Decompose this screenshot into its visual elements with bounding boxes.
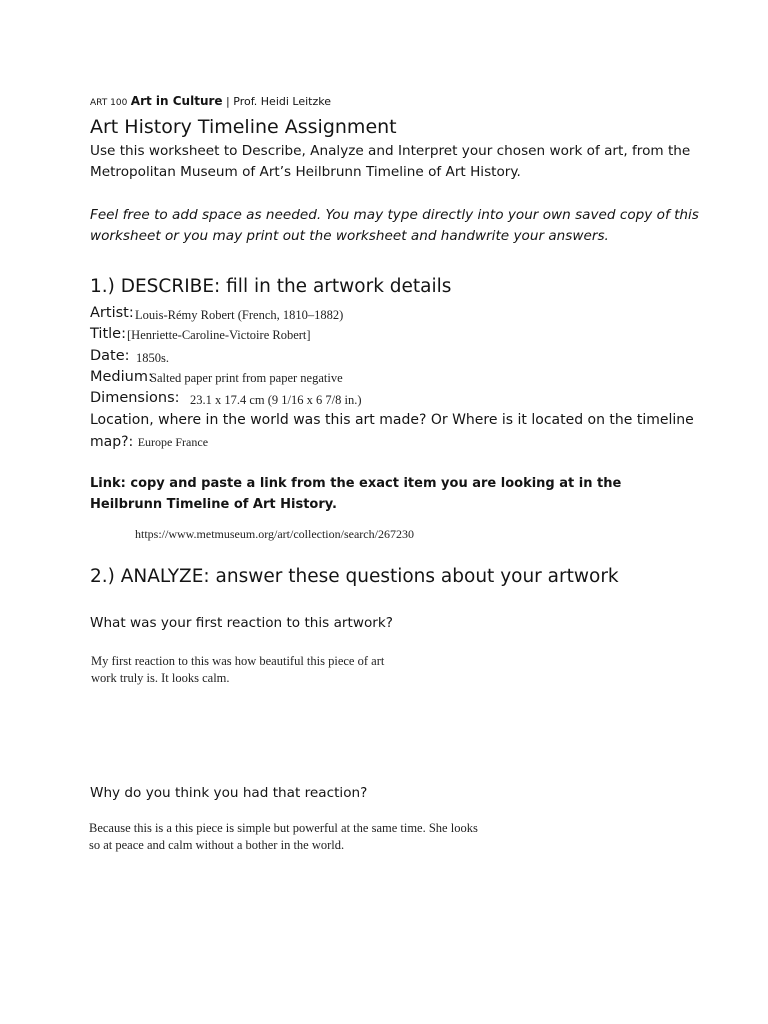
date-value: 1850s. [136, 351, 169, 365]
answer-first-reaction: My first reaction to this was how beautiful this piece of art work truly is. It looks calm. [91, 654, 385, 685]
question-first-reaction: What was your first reaction to this artwork? [90, 615, 393, 631]
title-value: [Henriette-Caroline-Victoire Robert] [127, 328, 311, 342]
artist-value: Louis-Rémy Robert (French, 1810–1882) [135, 308, 344, 322]
describe-heading: 1.) DESCRIBE: fill in the artwork details [90, 276, 452, 297]
location-label-line2: map?: [90, 434, 134, 450]
artist-label: Artist: [90, 305, 134, 321]
intro-note: Feel free to add space as needed. You may type directly into your own saved copy of this worksheet or you may print out the worksheet and handwrite your answers. [90, 207, 699, 244]
course-code: ART 100 [90, 98, 128, 108]
answer-why-reaction: Because this is a this piece is simple but powerful at the same time. She looks so at peace and calm without a bother in the world. [89, 821, 478, 852]
location-label [90, 409, 710, 453]
date-label: Date: [90, 348, 130, 364]
medium-value: Salted paper print from paper negative [150, 371, 343, 385]
medium-label: Medium: [90, 369, 153, 385]
dimensions-value: 23.1 x 17.4 cm (9 1/16 x 6 7/8 in.) [190, 393, 362, 407]
intro-paragraph: Use this worksheet to Describe, Analyze and Interpret your chosen work of art, from the Metropolitan Museum of Art’s Heilbrunn Timeline of Art History. [90, 143, 691, 180]
page-title: Art History Timeline Assignment [90, 116, 397, 138]
location-label-line1: Location, where in the world was this art made? Or Where is it located on the timeline [90, 412, 694, 428]
link-instructions: Link: copy and paste a link from the exact item you are looking at in the Heilbrunn Timeline of Art History. [90, 476, 622, 512]
artwork-link[interactable]: https://www.metmuseum.org/art/collection/search/267230 [135, 527, 414, 541]
title-label: Title: [90, 326, 126, 342]
professor-name: Prof. Heidi Leitzke [233, 95, 332, 108]
course-name: Art in Culture [130, 94, 223, 108]
header-separator: | [222, 95, 234, 108]
analyze-heading: 2.) ANALYZE: answer these questions about your artwork [90, 566, 619, 587]
course-header [90, 94, 331, 108]
dimensions-label: Dimensions: [90, 390, 180, 406]
location-value: Europe France [137, 435, 209, 449]
question-why-reaction: Why do you think you had that reaction? [90, 785, 368, 801]
